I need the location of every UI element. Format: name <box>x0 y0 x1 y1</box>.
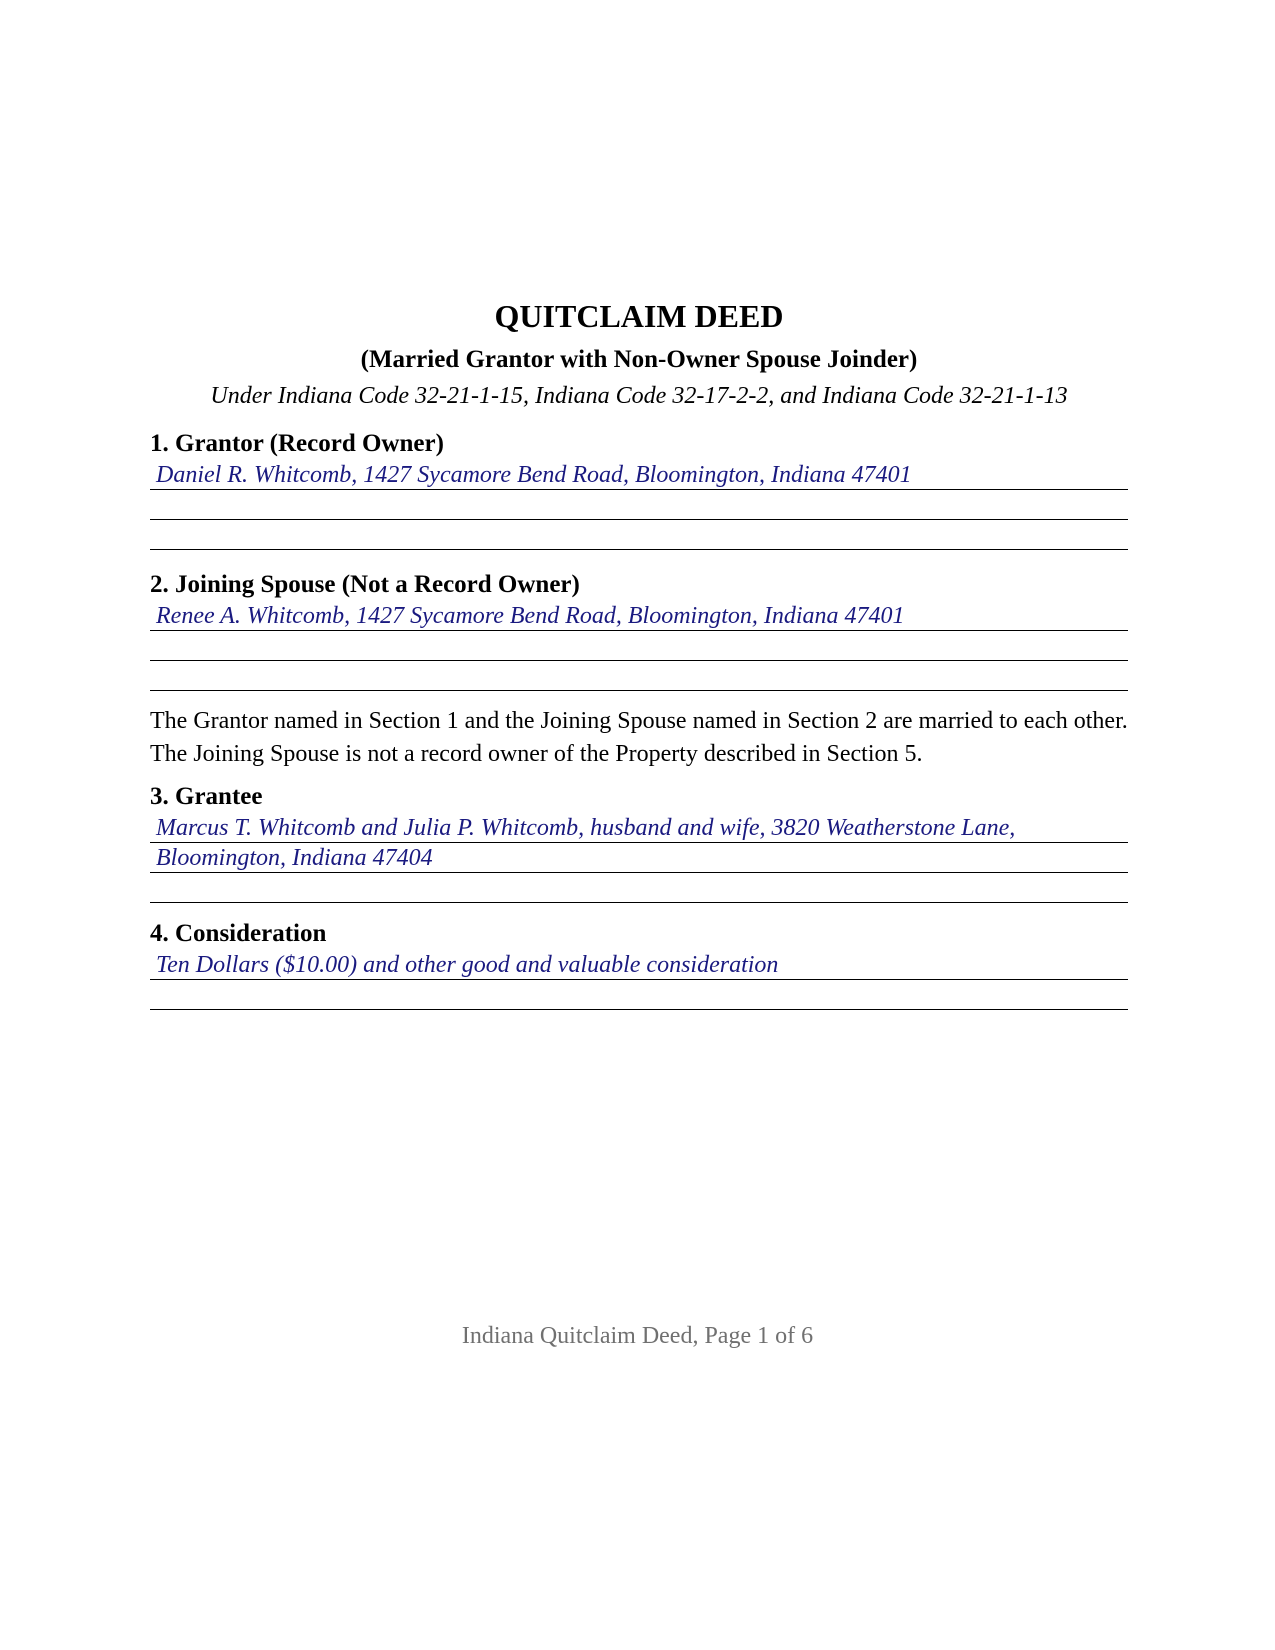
document-title: QUITCLAIM DEED <box>494 298 784 334</box>
consideration-heading: 4. Consideration <box>150 920 327 947</box>
grantor-field[interactable] <box>150 460 1128 550</box>
grantor-value: Daniel R. Whitcomb, 1427 Sycamore Bend Road, Bloomington, Indiana 47401 <box>156 462 912 488</box>
statute-reference: Under Indiana Code 32-21-1-15, Indiana Code 32-17-2-2, and Indiana Code 32-21-1-13 <box>210 383 1068 409</box>
joining-spouse-heading: 2. Joining Spouse (Not a Record Owner) <box>150 571 580 598</box>
joining-spouse-line-3 <box>150 661 1128 691</box>
deed-content <box>150 296 1128 1010</box>
grantee-field[interactable] <box>150 813 1128 903</box>
grantee-heading: 3. Grantee <box>150 783 263 810</box>
consideration-field[interactable] <box>150 950 1128 1010</box>
consideration-value: Ten Dollars ($10.00) and other good and valuable consideration <box>156 952 779 978</box>
grantee-line-3 <box>150 873 1128 903</box>
consideration-line-2 <box>150 980 1128 1010</box>
marriage-statement: The Grantor named in Section 1 and the Joining Spouse named in Section 2 are married to each other. The Joining Spouse is not a record owner of the Property described in Section 5. <box>150 708 1128 767</box>
grantor-heading: 1. Grantor (Record Owner) <box>150 430 444 457</box>
joining-spouse-value: Renee A. Whitcomb, 1427 Sycamore Bend Road, Bloomington, Indiana 47401 <box>156 603 905 629</box>
document-subtitle: (Married Grantor with Non-Owner Spouse Joinder) <box>360 346 918 373</box>
grantee-value: Marcus T. Whitcomb and Julia P. Whitcomb, husband and wife, 3820 Weatherstone Lane, Bloomington, Indiana 47404 <box>156 815 1016 871</box>
joining-spouse-field[interactable] <box>150 601 1128 691</box>
grantor-line-3 <box>150 520 1128 550</box>
page-footer: Indiana Quitclaim Deed, Page 1 of 6 <box>461 1323 814 1349</box>
joining-spouse-line-2 <box>150 631 1128 661</box>
grantor-line-2 <box>150 490 1128 520</box>
